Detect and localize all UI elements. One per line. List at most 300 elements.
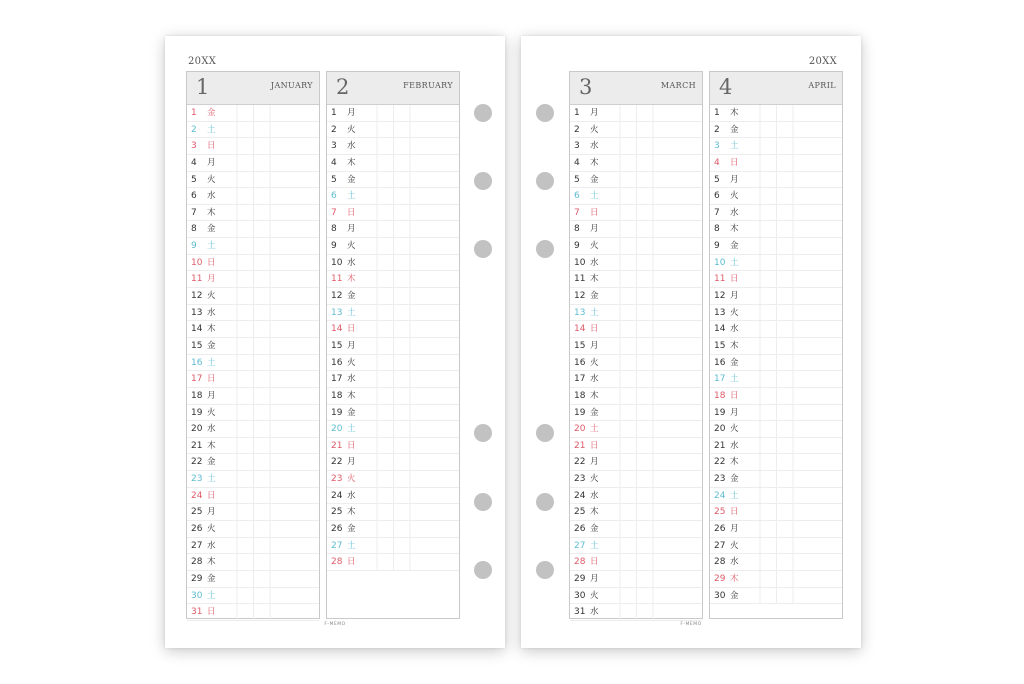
weekday-label: 水 — [590, 374, 599, 385]
day-row — [327, 138, 459, 155]
day-number: 5 — [191, 174, 197, 185]
weekday-label: 金 — [730, 474, 739, 485]
day-row — [187, 338, 319, 355]
weekday-label: 月 — [207, 390, 216, 401]
weekday-label: 土 — [207, 357, 216, 368]
day-row — [187, 604, 319, 621]
weekday-label: 木 — [730, 108, 739, 118]
day-row — [570, 588, 702, 605]
day-number: 19 — [191, 407, 203, 418]
day-row — [327, 105, 459, 122]
weekday-label: 火 — [730, 307, 739, 318]
day-number: 11 — [714, 274, 726, 285]
weekday-label: 日 — [347, 324, 356, 335]
month-column-april — [709, 71, 843, 619]
day-row — [570, 288, 702, 305]
day-number: 12 — [191, 291, 203, 302]
day-row — [570, 388, 702, 405]
day-number: 11 — [191, 274, 203, 285]
day-row — [710, 172, 842, 189]
weekday-label: 火 — [347, 241, 356, 252]
weekday-label: 木 — [590, 274, 599, 285]
month-header — [570, 72, 702, 105]
day-number: 16 — [191, 357, 203, 368]
day-row — [710, 504, 842, 521]
weekday-label: 日 — [730, 274, 739, 285]
day-number: 18 — [714, 390, 726, 401]
day-number: 21 — [331, 440, 343, 451]
day-row — [710, 538, 842, 555]
day-row — [710, 355, 842, 372]
day-number: 22 — [714, 457, 726, 468]
weekday-label: 日 — [347, 207, 356, 218]
day-row — [327, 172, 459, 189]
day-number: 12 — [331, 291, 343, 302]
day-number: 7 — [331, 207, 337, 218]
day-number: 17 — [191, 374, 203, 385]
weekday-label: 土 — [590, 307, 599, 318]
weekday-label: 月 — [207, 274, 216, 285]
day-number: 26 — [714, 524, 726, 535]
weekday-label: 金 — [590, 291, 599, 302]
month-header — [187, 72, 319, 105]
weekday-label: 木 — [590, 507, 599, 518]
weekday-label: 月 — [207, 157, 216, 168]
weekday-label: 火 — [590, 357, 599, 368]
punch-hole — [536, 172, 554, 190]
weekday-label: 日 — [590, 440, 599, 451]
day-number: 27 — [331, 540, 343, 551]
day-number: 8 — [714, 224, 720, 235]
day-row — [187, 405, 319, 422]
day-number: 3 — [191, 141, 197, 152]
day-row — [327, 471, 459, 488]
day-row — [710, 438, 842, 455]
month-column-march — [569, 71, 703, 619]
punch-hole — [474, 493, 492, 511]
day-number: 18 — [574, 390, 586, 401]
weekday-label: 土 — [207, 241, 216, 252]
weekday-label: 火 — [730, 540, 739, 551]
day-row — [710, 405, 842, 422]
weekday-label: 日 — [590, 557, 599, 568]
weekday-label: 土 — [590, 191, 599, 202]
day-number: 2 — [331, 124, 337, 135]
day-row — [570, 538, 702, 555]
month-header — [327, 72, 459, 105]
weekday-label: 火 — [207, 174, 216, 185]
day-number: 6 — [191, 191, 197, 202]
weekday-label: 木 — [730, 224, 739, 235]
day-number: 3 — [574, 141, 580, 152]
day-row — [327, 438, 459, 455]
day-number: 10 — [191, 257, 203, 268]
day-row — [710, 588, 842, 605]
day-row — [570, 221, 702, 238]
day-row — [570, 172, 702, 189]
day-row — [570, 105, 702, 122]
day-number: 19 — [714, 407, 726, 418]
month-header — [710, 72, 842, 105]
weekday-label: 水 — [207, 307, 216, 318]
day-row — [187, 421, 319, 438]
day-number: 25 — [714, 507, 726, 518]
day-number: 20 — [574, 424, 586, 435]
day-row — [327, 238, 459, 255]
day-number: 4 — [191, 157, 197, 168]
day-number: 28 — [191, 557, 203, 568]
weekday-label: 金 — [207, 457, 216, 468]
day-row — [570, 454, 702, 471]
day-number: 2 — [714, 124, 720, 135]
day-row — [327, 521, 459, 538]
day-row — [187, 138, 319, 155]
day-row — [570, 338, 702, 355]
day-row — [710, 271, 842, 288]
weekday-label: 水 — [207, 540, 216, 551]
weekday-label: 日 — [347, 440, 356, 451]
day-row — [710, 321, 842, 338]
day-row — [187, 155, 319, 172]
weekday-label: 月 — [730, 174, 739, 185]
day-row — [570, 554, 702, 571]
weekday-label: 金 — [207, 340, 216, 351]
day-number: 12 — [574, 291, 586, 302]
day-number: 5 — [714, 174, 720, 185]
weekday-label: 火 — [347, 357, 356, 368]
day-row — [187, 471, 319, 488]
day-number: 27 — [574, 540, 586, 551]
day-row — [710, 221, 842, 238]
day-row — [570, 305, 702, 322]
day-number: 1 — [574, 108, 580, 118]
day-row — [710, 238, 842, 255]
day-number: 22 — [331, 457, 343, 468]
day-number: 23 — [714, 474, 726, 485]
day-row — [187, 388, 319, 405]
day-row — [327, 221, 459, 238]
day-number: 12 — [714, 291, 726, 302]
weekday-label: 水 — [347, 257, 356, 268]
day-row — [710, 421, 842, 438]
weekday-label: 月 — [347, 340, 356, 351]
day-number: 2 — [574, 124, 580, 135]
day-row — [187, 238, 319, 255]
day-number: 22 — [574, 457, 586, 468]
day-row — [710, 371, 842, 388]
day-row — [327, 388, 459, 405]
day-row — [570, 571, 702, 588]
punch-hole — [536, 424, 554, 442]
day-row — [570, 271, 702, 288]
day-row — [570, 604, 702, 621]
left-page — [165, 36, 505, 648]
weekday-label: 日 — [730, 390, 739, 401]
weekday-label: 水 — [207, 191, 216, 202]
day-number: 9 — [714, 241, 720, 252]
day-number: 7 — [191, 207, 197, 218]
day-number: 4 — [714, 157, 720, 168]
day-row — [187, 122, 319, 139]
day-row — [187, 488, 319, 505]
day-number: 20 — [714, 424, 726, 435]
day-row — [710, 521, 842, 538]
day-row — [187, 205, 319, 222]
day-number: 6 — [574, 191, 580, 202]
month-number: 4 — [719, 75, 733, 99]
weekday-label: 金 — [347, 524, 356, 535]
weekday-label: 月 — [347, 224, 356, 235]
punch-hole — [474, 424, 492, 442]
day-number: 27 — [714, 540, 726, 551]
weekday-label: 木 — [347, 157, 356, 168]
weekday-label: 火 — [347, 124, 356, 135]
weekday-label: 水 — [730, 440, 739, 451]
weekday-label: 金 — [207, 573, 216, 584]
day-number: 14 — [331, 324, 343, 335]
day-number: 9 — [574, 241, 580, 252]
day-row — [327, 504, 459, 521]
day-number: 13 — [331, 307, 343, 318]
weekday-label: 木 — [730, 457, 739, 468]
day-row — [327, 355, 459, 372]
weekday-label: 水 — [347, 374, 356, 385]
day-number: 11 — [574, 274, 586, 285]
day-number: 26 — [574, 524, 586, 535]
weekday-label: 木 — [207, 557, 216, 568]
day-number: 16 — [331, 357, 343, 368]
weekday-label: 火 — [590, 590, 599, 601]
day-row — [327, 488, 459, 505]
weekday-label: 月 — [590, 457, 599, 468]
weekday-label: 日 — [207, 257, 216, 268]
day-row — [327, 454, 459, 471]
day-number: 23 — [574, 474, 586, 485]
day-row — [570, 421, 702, 438]
weekday-label: 月 — [730, 291, 739, 302]
day-row — [187, 554, 319, 571]
weekday-label: 月 — [590, 108, 599, 118]
footer-brand: F-MEMO — [324, 622, 346, 627]
year-label: 20XX — [808, 56, 837, 67]
day-row — [710, 488, 842, 505]
day-row — [327, 338, 459, 355]
day-row — [570, 122, 702, 139]
weekday-label: 水 — [590, 607, 599, 618]
weekday-label: 木 — [207, 440, 216, 451]
day-row — [570, 504, 702, 521]
weekday-label: 土 — [730, 490, 739, 501]
day-row — [570, 188, 702, 205]
weekday-label: 金 — [730, 357, 739, 368]
weekday-label: 水 — [207, 424, 216, 435]
weekday-label: 木 — [207, 324, 216, 335]
day-number: 9 — [331, 241, 337, 252]
day-number: 24 — [574, 490, 586, 501]
day-number: 27 — [191, 540, 203, 551]
weekday-label: 土 — [347, 424, 356, 435]
weekday-label: 火 — [207, 407, 216, 418]
punch-hole — [536, 240, 554, 258]
weekday-label: 火 — [207, 291, 216, 302]
day-row — [187, 321, 319, 338]
day-row — [187, 521, 319, 538]
weekday-label: 日 — [590, 324, 599, 335]
punch-hole — [536, 104, 554, 122]
day-number: 31 — [574, 607, 586, 618]
day-row — [570, 321, 702, 338]
weekday-label: 日 — [207, 141, 216, 152]
day-number: 20 — [191, 424, 203, 435]
weekday-label: 火 — [347, 474, 356, 485]
day-row — [327, 405, 459, 422]
day-number: 5 — [331, 174, 337, 185]
day-number: 16 — [714, 357, 726, 368]
weekday-label: 月 — [730, 407, 739, 418]
day-row — [710, 471, 842, 488]
month-name: APRIL — [808, 81, 836, 90]
day-rows — [570, 105, 702, 621]
day-number: 28 — [331, 557, 343, 568]
day-number: 14 — [191, 324, 203, 335]
weekday-label: 水 — [347, 490, 356, 501]
month-number: 1 — [196, 75, 210, 99]
weekday-label: 木 — [730, 573, 739, 584]
day-row — [570, 488, 702, 505]
day-row — [710, 122, 842, 139]
day-number: 7 — [714, 207, 720, 218]
day-number: 15 — [331, 340, 343, 351]
day-number: 14 — [714, 324, 726, 335]
day-row — [187, 105, 319, 122]
weekday-label: 月 — [590, 573, 599, 584]
weekday-label: 金 — [347, 291, 356, 302]
month-name: JANUARY — [270, 81, 313, 90]
weekday-label: 火 — [590, 241, 599, 252]
day-row — [187, 172, 319, 189]
weekday-label: 日 — [730, 507, 739, 518]
weekday-label: 金 — [347, 174, 356, 185]
day-row — [187, 371, 319, 388]
day-number: 29 — [191, 573, 203, 584]
day-row — [570, 438, 702, 455]
day-number: 4 — [331, 157, 337, 168]
day-number: 18 — [331, 390, 343, 401]
punch-hole — [474, 104, 492, 122]
day-number: 8 — [331, 224, 337, 235]
weekday-label: 月 — [590, 224, 599, 235]
weekday-label: 金 — [590, 174, 599, 185]
punch-hole — [474, 561, 492, 579]
day-number: 6 — [331, 191, 337, 202]
weekday-label: 日 — [207, 374, 216, 385]
day-number: 11 — [331, 274, 343, 285]
punch-hole — [474, 172, 492, 190]
weekday-label: 火 — [730, 191, 739, 202]
weekday-label: 木 — [590, 157, 599, 168]
day-number: 29 — [574, 573, 586, 584]
day-number: 8 — [191, 224, 197, 235]
punch-hole — [474, 240, 492, 258]
day-row — [710, 188, 842, 205]
weekday-label: 月 — [207, 507, 216, 518]
weekday-label: 水 — [347, 141, 356, 152]
weekday-label: 月 — [590, 340, 599, 351]
weekday-label: 土 — [730, 374, 739, 385]
day-row — [187, 571, 319, 588]
day-number: 20 — [331, 424, 343, 435]
day-number: 15 — [714, 340, 726, 351]
day-row — [710, 288, 842, 305]
day-number: 25 — [191, 507, 203, 518]
day-number: 25 — [574, 507, 586, 518]
day-number: 25 — [331, 507, 343, 518]
day-row — [710, 305, 842, 322]
day-number: 6 — [714, 191, 720, 202]
weekday-label: 日 — [347, 557, 356, 568]
day-number: 24 — [191, 490, 203, 501]
month-number: 3 — [579, 75, 593, 99]
month-name: FEBRUARY — [403, 81, 453, 90]
weekday-label: 水 — [730, 557, 739, 568]
weekday-label: 土 — [347, 540, 356, 551]
day-number: 30 — [191, 590, 203, 601]
weekday-label: 日 — [730, 157, 739, 168]
day-row — [187, 255, 319, 272]
day-number: 18 — [191, 390, 203, 401]
day-row — [187, 188, 319, 205]
month-number: 2 — [336, 75, 350, 99]
day-row — [570, 471, 702, 488]
day-row — [187, 538, 319, 555]
punch-hole — [536, 561, 554, 579]
weekday-label: 木 — [347, 274, 356, 285]
weekday-label: 金 — [347, 407, 356, 418]
day-number: 24 — [714, 490, 726, 501]
punch-hole — [536, 493, 554, 511]
day-row — [187, 305, 319, 322]
month-column-february — [326, 71, 460, 619]
day-number: 10 — [714, 257, 726, 268]
day-row — [710, 338, 842, 355]
day-number: 21 — [191, 440, 203, 451]
day-row — [187, 355, 319, 372]
weekday-label: 日 — [590, 207, 599, 218]
day-number: 13 — [191, 307, 203, 318]
day-number: 17 — [331, 374, 343, 385]
day-number: 19 — [574, 407, 586, 418]
day-row — [327, 305, 459, 322]
day-number: 24 — [331, 490, 343, 501]
day-row — [570, 138, 702, 155]
weekday-label: 金 — [590, 524, 599, 535]
day-number: 16 — [574, 357, 586, 368]
day-number: 23 — [191, 474, 203, 485]
day-number: 30 — [574, 590, 586, 601]
day-number: 3 — [331, 141, 337, 152]
day-number: 15 — [574, 340, 586, 351]
day-row — [710, 105, 842, 122]
day-row — [327, 288, 459, 305]
weekday-label: 金 — [730, 124, 739, 135]
weekday-label: 金 — [207, 108, 216, 118]
day-number: 7 — [574, 207, 580, 218]
weekday-label: 金 — [730, 241, 739, 252]
month-name: MARCH — [660, 81, 696, 90]
day-number: 13 — [714, 307, 726, 318]
weekday-label: 土 — [207, 124, 216, 135]
weekday-label: 火 — [730, 424, 739, 435]
